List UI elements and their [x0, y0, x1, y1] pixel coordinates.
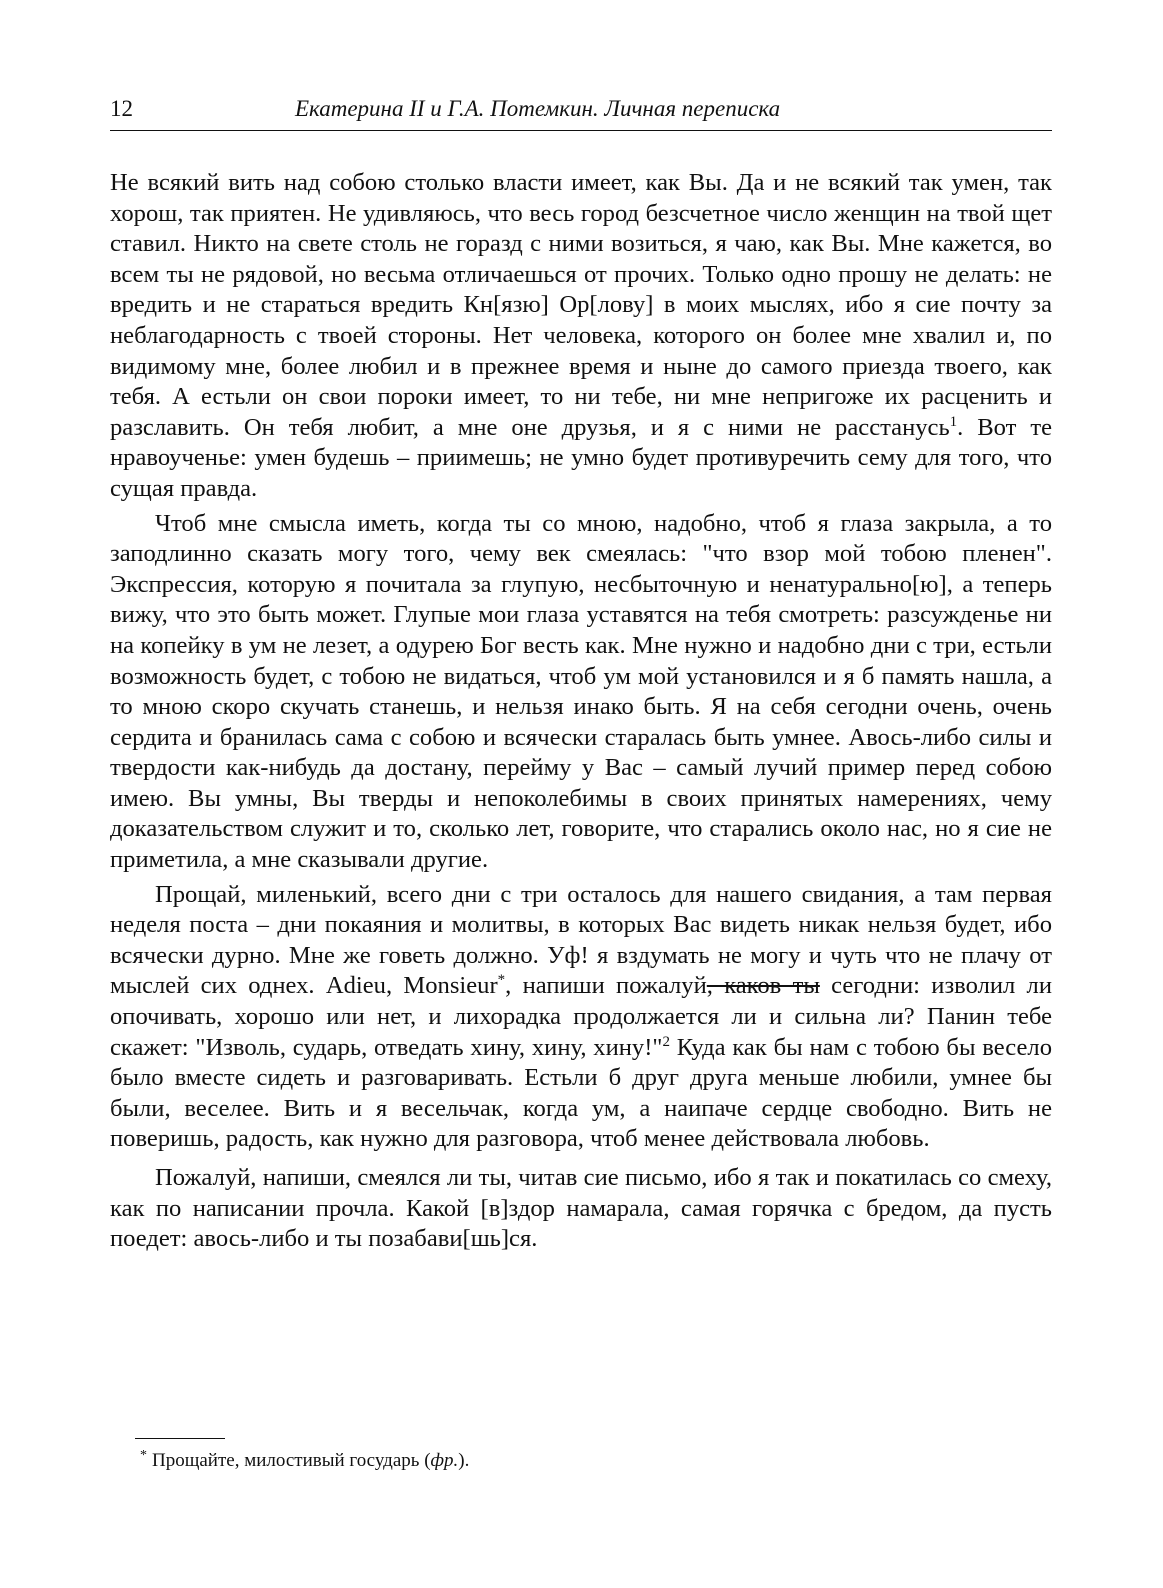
- letter-body: [110, 168, 1052, 1255]
- paragraph-3-text-a: Прощай, миленький, всего дни с три осталось для нашего свидания, а там первая неделя поста – дни покаяния и молитвы, в которых Вас видеть никак нельзя будет, ибо всячески дурно. Мне же говеть должно. Уф! я вздумать не могу и чуть что не плачу от мыслей сих однех. Adieu, Monsieur: [110, 880, 1052, 1000]
- page-header: [110, 94, 1052, 131]
- paragraph-3-text-d: Куда как бы нам с тобою бы весело было вместе сидеть и разговаривать. Естьли б друг друга меньше любили, умнее бы были, веселее. Вить и я весельчак, когда ум, а наипаче сердце свободно. Вить не поверишь, радость, как нужно для разговора, чтоб менее действовала любовь.: [110, 1033, 1052, 1153]
- running-title: Екатерина II и Г.А. Потемкин. Личная переписка: [295, 96, 781, 121]
- footnote-text-b: ).: [458, 1450, 470, 1471]
- struck-out-text: , каков ты: [706, 972, 820, 1000]
- footnote-mark: *: [140, 1447, 147, 1463]
- paragraph-3: [110, 880, 1052, 1155]
- paragraph-4: Пожалуй, напиши, смеялся ли ты, читав сие письмо, ибо я так и покатилась со смеху, как по написании прочла. Какой [в]здор намарала, самая горячка с бредом, да пусть поедет: авось-либо и ты позабави[шь]ся.: [110, 1164, 1052, 1253]
- paragraph-3-text-b: , напиши пожалуй: [505, 972, 707, 1000]
- paragraph-1-text-b: . Вот те нравоученье: умен будешь – приимешь; не умно будет противуречить сему для того, что сущая правда.: [110, 413, 1053, 502]
- footnote-ref-star: *: [497, 972, 506, 989]
- paragraph-3-text-c: сегодни: изволил ли опочивать, хорошо или нет, и лихорадка продолжается ли и сильна ли? Панин тебе скажет: "Изволь, сударь, отведать хину, хину, хину!": [110, 972, 1052, 1061]
- footnote-divider: [135, 1438, 225, 1439]
- footnote-text-a: Прощайте, милостивый государь (: [152, 1450, 431, 1471]
- footnote: [140, 1449, 469, 1473]
- footnote-ref-2: 2: [662, 1033, 670, 1050]
- page-number: 12: [110, 96, 133, 121]
- paragraph-1: [110, 168, 1052, 505]
- footnote-ref-1: 1: [949, 413, 958, 430]
- paragraph-1-text-a: Не всякий вить над собою столько власти имеет, как Вы. Да и не всякий так умен, так хорош, так приятен. Не удивляюсь, что весь город безсчетное число женщин на твой щет ставил. Никто на свете столь не горазд с ними возиться, я чаю, как Вы. Мне кажется, во всем ты не рядовой, но весьма отличаешься от прочих. Только одно прошу не делать: не вредить и не стараться вредить Кн[язю] Ор[лову] в моих мыслях, ибо я сие почту за неблагодарность с твоей стороны. Нет человека, которого он более мне хвалил и, по видимому мне, более любил и в прежнее время и ныне до самого приезда твоего, как тебя. А естьли он свои пороки имеет, то ни тебе, ни мне непригоже их расценить и разславить. Он тебя любит, а мне оне друзья, и я с ними не расстанусь: [110, 169, 1052, 441]
- paragraph-2: Чтоб мне смысла иметь, когда ты со мною, надобно, чтоб я глаза закрыла, а то заподлинно сказать могу того, чему век смеялась: "что взор мой тобою пленен". Экспрессия, которую я почитала за глупую, несбыточную и ненатурально[ю], а теперь вижу, что это быть может. Глупые мои глаза уставятся на тебя смотреть: разсужденье ни на копейку в ум не лезет, а одурею Бог весть как. Мне нужно и надобно дни с три, естьли возможность будет, с тобою не видаться, чтоб ум мой установился и я б память нашла, а то мною скоро скучать станешь, и нельзя инако быть. Я на себя сегодни очень, очень сердита и бранилась сама с собою и всячески старалась быть умнее. Авось-либо силы и твердости как-нибудь да достану, перейму у Вас – самый лучий пример перед собою имею. Вы умны, Вы тверды и непоколебимы в своих принятых намерениях, чему доказательством служит и то, сколько лет, говорите, что старались около нас, но я сие не приметила, а мне сказывали другие.: [110, 509, 1052, 874]
- footnote-lang: фр.: [430, 1450, 459, 1471]
